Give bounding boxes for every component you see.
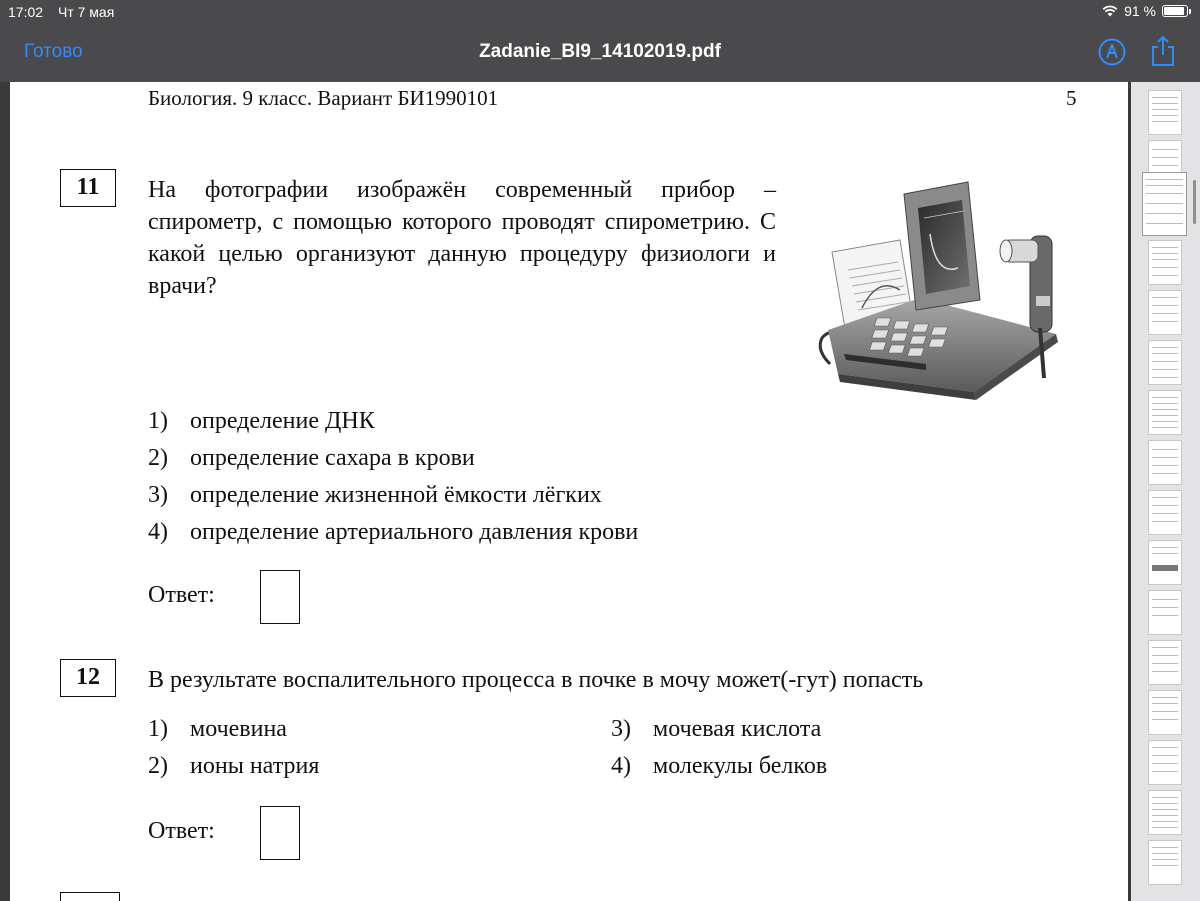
wifi-icon: [1102, 5, 1118, 17]
answer-option: 4) молекулы белков: [611, 753, 828, 779]
page-thumbnail[interactable]: [1148, 690, 1182, 735]
spirometer-photo: [808, 178, 1088, 404]
page-thumbnail[interactable]: [1148, 540, 1182, 585]
page-number: 5: [1066, 86, 1077, 110]
share-icon[interactable]: [1148, 34, 1178, 68]
question-number-box: 11: [60, 169, 116, 207]
page-thumbnail[interactable]: [1148, 590, 1182, 635]
status-time: 17:02: [8, 4, 44, 20]
battery-percent: 91 %: [1124, 3, 1156, 19]
markup-pen-icon[interactable]: [1097, 37, 1127, 67]
scroll-indicator[interactable]: [1193, 180, 1196, 224]
status-bar: [0, 0, 1200, 24]
answer-option: 1) мочевина: [148, 716, 287, 742]
nav-bar: [0, 24, 1200, 82]
answer-option: 1) определение ДНК: [148, 408, 375, 434]
pdf-page[interactable]: [10, 82, 1128, 901]
page-thumbnail[interactable]: [1148, 340, 1182, 385]
answer-field[interactable]: [260, 570, 300, 624]
question-number-box: 12: [60, 659, 116, 697]
page-thumbnail[interactable]: [1148, 390, 1182, 435]
page-thumbnail[interactable]: [1148, 440, 1182, 485]
page-thumbnail[interactable]: [1148, 790, 1182, 835]
battery-icon: [1162, 5, 1188, 17]
question-text: В результате воспалительного процесса в почке в мочу может(-гут) попасть: [148, 667, 924, 693]
answer-option: 2) ионы натрия: [148, 753, 320, 779]
answer-option: 4) определение артериального давления крови: [148, 519, 639, 545]
page-thumbnail[interactable]: [1148, 290, 1182, 335]
page-thumbnail-strip[interactable]: [1131, 82, 1200, 901]
page-thumbnail[interactable]: [1148, 90, 1182, 135]
page-thumbnail[interactable]: [1148, 240, 1182, 285]
answer-label: Ответ:: [148, 582, 215, 608]
question-text: На фотографии изображён современный прибор – спирометр, с помощью которого проводят спирометрию. С какой целью организуют данную процедуру физиологи и врачи?: [148, 177, 776, 299]
answer-field[interactable]: [260, 806, 300, 860]
page-thumbnail[interactable]: [1148, 640, 1182, 685]
page-thumbnail[interactable]: [1148, 740, 1182, 785]
page-thumbnail-current[interactable]: [1142, 172, 1187, 236]
status-date: Чт 7 мая: [58, 4, 115, 20]
question-number-box: [60, 892, 120, 901]
answer-option: 3) определение жизненной ёмкости лёгких: [148, 482, 602, 508]
answer-option: 2) определение сахара в крови: [148, 445, 475, 471]
page-thumbnail[interactable]: [1148, 490, 1182, 535]
page-header: Биология. 9 класс. Вариант БИ1990101: [148, 86, 499, 110]
answer-label: Ответ:: [148, 818, 215, 844]
done-button[interactable]: Готово: [24, 41, 83, 62]
status-right: [1102, 3, 1188, 19]
page-thumbnail[interactable]: [1148, 840, 1182, 885]
answer-option: 3) мочевая кислота: [611, 716, 822, 742]
document-title: Zadanie_BI9_14102019.pdf: [479, 41, 721, 62]
